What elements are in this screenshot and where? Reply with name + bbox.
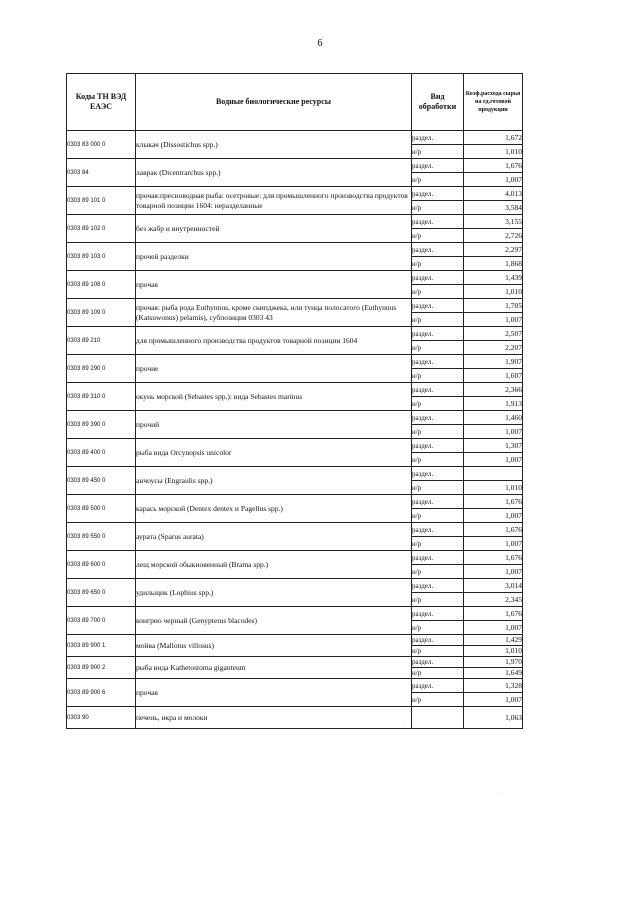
hs-code-cell: 0303 89 103 0	[67, 243, 136, 271]
coefficient-cell: 1,010	[464, 481, 523, 495]
resource-name-cell: лещ морской обыкновенный (Brama spp.)	[136, 551, 412, 579]
table-row	[67, 327, 523, 341]
table-row	[67, 679, 523, 693]
hs-code-cell: 0303 84	[67, 159, 136, 187]
hs-code-cell: 0303 89 210	[67, 327, 136, 355]
coefficient-cell: 1,607	[464, 369, 523, 383]
coefficient-cell: 1,007	[464, 565, 523, 579]
resource-name-cell: лаврак (Dicentrarchus spp.)	[136, 159, 412, 187]
coefficient-cell: 1,010	[464, 646, 523, 657]
coefficients-table	[66, 73, 523, 729]
coefficient-cell: 3,584	[464, 201, 523, 215]
resource-name-cell: аурата (Sparus aurata)	[136, 523, 412, 551]
processing-kind-cell: раздел.	[412, 411, 464, 425]
resource-name-cell: клыкач (Dissostichus spp.)	[136, 131, 412, 159]
coefficient-cell: 1,649	[464, 668, 523, 679]
processing-kind-cell: раздел.	[412, 679, 464, 693]
coefficient-cell: 3,014	[464, 579, 523, 593]
coefficient-cell: 1,007	[464, 537, 523, 551]
processing-kind-cell: н/р	[412, 285, 464, 299]
coefficient-cell: 2,345	[464, 593, 523, 607]
resource-name-cell: прочей разделки	[136, 243, 412, 271]
table-row	[67, 131, 523, 145]
resource-name-cell: прочая:пресноводная рыба: осетровые: для промышленного производства продуктов товарной позиции 1604: неразделанные	[136, 187, 412, 215]
processing-kind-cell: н/р	[412, 229, 464, 243]
resource-name-cell: удильщик (Lophius spp.)	[136, 579, 412, 607]
coefficient-cell: 2,366	[464, 383, 523, 397]
processing-kind-cell: н/р	[412, 313, 464, 327]
resource-name-cell: окунь морской (Sebastes spp.): вида Sebastes marinus	[136, 383, 412, 411]
processing-kind-cell: раздел.	[412, 355, 464, 369]
processing-kind-cell: раздел.	[412, 467, 464, 481]
processing-kind-cell: н/р	[412, 668, 464, 679]
processing-kind-cell: н/р	[412, 257, 464, 271]
coefficient-cell: 1,676	[464, 523, 523, 537]
processing-kind-cell: н/р	[412, 397, 464, 411]
coefficient-cell: 1,429	[464, 635, 523, 646]
hs-code-cell: 0303 89 500 0	[67, 495, 136, 523]
processing-kind-cell: раздел.	[412, 551, 464, 565]
hs-code-cell: 0303 89 400 0	[67, 439, 136, 467]
table-row	[67, 439, 523, 453]
processing-kind-cell: раздел.	[412, 523, 464, 537]
table-row	[67, 299, 523, 313]
processing-kind-cell: н/р	[412, 369, 464, 383]
processing-kind-cell: н/р	[412, 565, 464, 579]
table-header-row	[67, 74, 523, 131]
coefficient-cell: 1,010	[464, 285, 523, 299]
processing-kind-cell: н/р	[412, 341, 464, 355]
header-kind: Вид обработки	[412, 74, 464, 131]
hs-code-cell: 0303 89 700 0	[67, 607, 136, 635]
processing-kind-cell: раздел.	[412, 131, 464, 145]
coefficient-cell: 3,155	[464, 215, 523, 229]
table-row	[67, 523, 523, 537]
processing-kind-cell: раздел.	[412, 327, 464, 341]
resource-name-cell: прочая	[136, 271, 412, 299]
table-row	[67, 215, 523, 229]
table-row	[67, 411, 523, 425]
hs-code-cell: 0303 89 550 0	[67, 523, 136, 551]
hs-code-cell: 0303 89 102 0	[67, 215, 136, 243]
processing-kind-cell: раздел.	[412, 579, 464, 593]
header-code: Коды ТН ВЭД ЕАЭС	[67, 74, 136, 131]
header-resource: Водные биологические ресурсы	[136, 74, 412, 131]
coefficient-cell: 1,007	[464, 693, 523, 707]
processing-kind-cell: н/р	[412, 593, 464, 607]
coefficient-cell: 2,297	[464, 243, 523, 257]
resource-name-cell: прочая	[136, 679, 412, 707]
coefficient-cell: 1,007	[464, 173, 523, 187]
coefficient-cell: 1,676	[464, 551, 523, 565]
coefficient-cell: 1,007	[464, 621, 523, 635]
coefficient-cell	[464, 467, 523, 481]
processing-kind-cell: н/р	[412, 693, 464, 707]
table-row	[67, 657, 523, 668]
hs-code-cell: 0303 89 108 0	[67, 271, 136, 299]
resource-name-cell: для промышленного производства продуктов товарной позиции 1604	[136, 327, 412, 355]
processing-kind-cell: н/р	[412, 509, 464, 523]
header-coef: Коэф.расхода сырья на ед.готовой продукции	[464, 74, 523, 131]
coefficient-cell: 4,013	[464, 187, 523, 201]
resource-name-cell: мойва (Mallotus villosus)	[136, 635, 412, 657]
table-row	[67, 467, 523, 481]
processing-kind-cell: раздел.	[412, 187, 464, 201]
scan-speck: ·	[403, 720, 405, 726]
processing-kind-cell: н/р	[412, 453, 464, 467]
processing-kind-cell: раздел.	[412, 383, 464, 397]
table-row	[67, 495, 523, 509]
resource-name-cell: прочая: рыба рода Euthynnus, кроме скипджека, или тунца полосатого (Euthynnus (Katsuwonus) pelamis), субпозиция 0303 43	[136, 299, 412, 327]
processing-kind-cell: раздел.	[412, 159, 464, 173]
processing-kind-cell: н/р	[412, 621, 464, 635]
coefficient-cell: 1,913	[464, 397, 523, 411]
processing-kind-cell: раздел.	[412, 607, 464, 621]
hs-code-cell: 0303 89 650 0	[67, 579, 136, 607]
resource-name-cell: без жабр и внутренностей	[136, 215, 412, 243]
hs-code-cell: 0303 89 310 0	[67, 383, 136, 411]
coefficient-cell: 1,007	[464, 425, 523, 439]
table-row	[67, 635, 523, 646]
resource-name-cell: прочие	[136, 355, 412, 383]
hs-code-cell: 0303 83 000 0	[67, 131, 136, 159]
table-row	[67, 383, 523, 397]
table-row	[67, 271, 523, 285]
coefficient-cell: 1,307	[464, 439, 523, 453]
processing-kind-cell: н/р	[412, 173, 464, 187]
coefficient-cell: 1,010	[464, 145, 523, 159]
hs-code-cell: 0303 89 101 0	[67, 187, 136, 215]
coefficient-cell: 1,868	[464, 257, 523, 271]
processing-kind-cell: раздел.	[412, 243, 464, 257]
table-row	[67, 607, 523, 621]
hs-code-cell: 0303 89 109 0	[67, 299, 136, 327]
processing-kind-cell	[412, 707, 464, 729]
processing-kind-cell: раздел.	[412, 657, 464, 668]
hs-code-cell: 0303 89 900 6	[67, 679, 136, 707]
scan-speck: ·	[500, 790, 502, 796]
coefficient-cell: 1,705	[464, 299, 523, 313]
processing-kind-cell: н/р	[412, 646, 464, 657]
coefficient-cell: 1,328	[464, 679, 523, 693]
coefficient-cell: 1,676	[464, 607, 523, 621]
resource-name-cell: анчоусы (Engraulis spp.)	[136, 467, 412, 495]
coefficient-cell: 1,063	[464, 707, 523, 729]
processing-kind-cell: раздел.	[412, 635, 464, 646]
page-number: 6	[317, 38, 323, 49]
coefficient-cell: 1,970	[464, 657, 523, 668]
resource-name-cell: прочий	[136, 411, 412, 439]
hs-code-cell: 0303 89 600 0	[67, 551, 136, 579]
processing-kind-cell: н/р	[412, 537, 464, 551]
processing-kind-cell: н/р	[412, 145, 464, 159]
hs-code-cell: 0303 89 290 0	[67, 355, 136, 383]
hs-code-cell: 0303 89 390 0	[67, 411, 136, 439]
resource-name-cell: конгрио черный (Genypterus blacodes)	[136, 607, 412, 635]
table-body	[67, 131, 523, 729]
resource-name-cell: печень, икра и молоки	[136, 707, 412, 729]
coefficient-cell: 1,007	[464, 509, 523, 523]
coefficient-cell: 1,439	[464, 271, 523, 285]
coefficient-cell: 1,007	[464, 453, 523, 467]
processing-kind-cell: раздел.	[412, 271, 464, 285]
table-row	[67, 187, 523, 201]
processing-kind-cell: раздел.	[412, 215, 464, 229]
processing-kind-cell: н/р	[412, 481, 464, 495]
resource-name-cell: карась морской (Dentex dentex и Pagellus spp.)	[136, 495, 412, 523]
hs-code-cell: 0303 90	[67, 707, 136, 729]
processing-kind-cell: н/р	[412, 425, 464, 439]
processing-kind-cell: раздел.	[412, 495, 464, 509]
processing-kind-cell: раздел.	[412, 299, 464, 313]
hs-code-cell: 0303 89 450 0	[67, 467, 136, 495]
coefficient-cell: 1,676	[464, 495, 523, 509]
coefficient-cell: 1,007	[464, 313, 523, 327]
coefficient-cell: 1,672	[464, 131, 523, 145]
coefficient-cell: 1,460	[464, 411, 523, 425]
processing-kind-cell: н/р	[412, 201, 464, 215]
coefficient-cell: 1,676	[464, 159, 523, 173]
coefficient-cell: 2,207	[464, 341, 523, 355]
coefficient-cell: 1,907	[464, 355, 523, 369]
processing-kind-cell: раздел.	[412, 439, 464, 453]
coefficient-cell: 2,507	[464, 327, 523, 341]
table-row	[67, 355, 523, 369]
resource-name-cell: рыба вида Orcynopsis unicolor	[136, 439, 412, 467]
table-row	[67, 707, 523, 729]
table-row	[67, 551, 523, 565]
table-row	[67, 159, 523, 173]
coefficient-cell: 2,726	[464, 229, 523, 243]
hs-code-cell: 0303 89 900 2	[67, 657, 136, 679]
table-row	[67, 243, 523, 257]
hs-code-cell: 0303 89 900 1	[67, 635, 136, 657]
resource-name-cell: рыба вида Kathetostoma giganteum	[136, 657, 412, 679]
table-row	[67, 579, 523, 593]
